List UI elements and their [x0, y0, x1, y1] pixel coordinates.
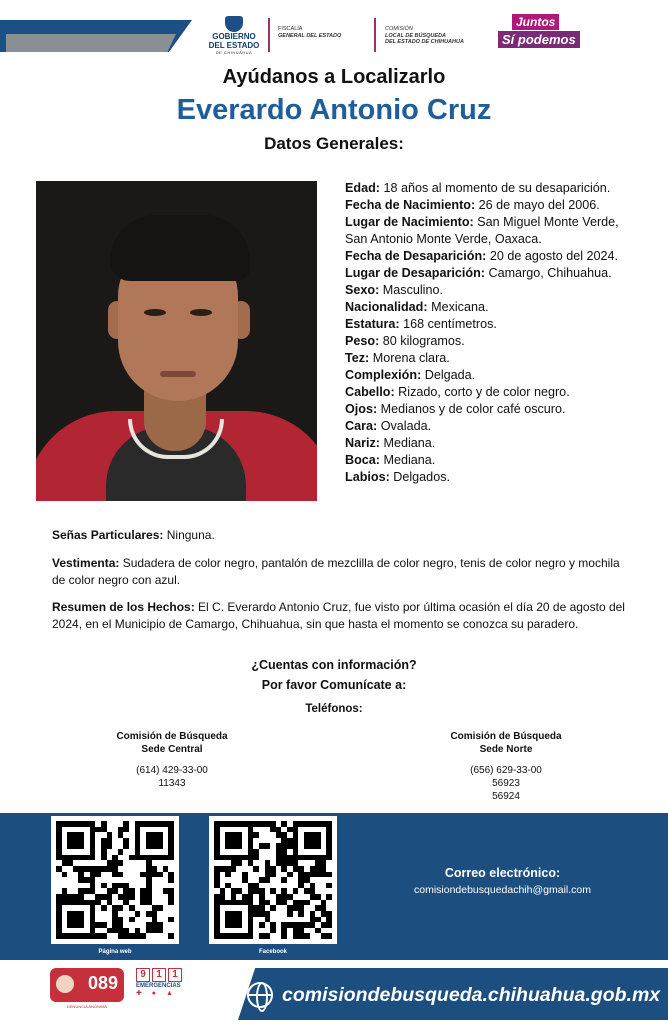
header-stripe-gray: [6, 34, 176, 52]
events-summary: Resumen de los Hechos: El C. Everardo Antonio Cruz, fue visto por última ocasión el día 20 de agosto del 2024, en el Municipio de Camargo, Chihuahua, sin que hasta el momento se conozca su paradero.: [52, 600, 625, 631]
header-divider: [374, 18, 376, 52]
qr-caption-facebook: Facebook: [258, 949, 287, 955]
data-row-fecha-desaparicion: Fecha de Desaparición: 20 de agosto del 2024.: [345, 249, 619, 263]
qr-caption-website: Página web: [98, 949, 132, 955]
general-data-list: [345, 180, 635, 486]
office-central: Comisión de Búsqueda Sede Central (614) 429-33-00 11343: [92, 730, 252, 790]
data-row-cabello: Cabello: Rizado, corto y de color negro.: [345, 385, 570, 399]
comision-logo: COMISIÓN LOCAL DE BÚSQUEDA DEL ESTADO DE CHIHUAHUA: [385, 26, 464, 45]
clothing-description: Vestimenta: Sudadera de color negro, pantalón de mezclilla de color negro, tenis de color negro y mochila de color negro con azul.: [52, 556, 620, 587]
contact-question: ¿Cuentas con información?: [251, 658, 417, 672]
office-norte: Comisión de Búsqueda Sede Norte (656) 629-33-00 56923 56924: [426, 730, 586, 803]
data-row-boca: Boca: Mediana.: [345, 453, 436, 467]
badge-911: 9 1 1 EMERGENCIAS ✚ ● ▲: [136, 968, 184, 1004]
header-divider: [268, 18, 270, 52]
badge-089-caption: DENUNCIA ANÓNIMA: [66, 1004, 108, 1009]
section-title: Datos Generales:: [264, 134, 404, 153]
phones-title: Teléfonos:: [305, 703, 363, 715]
data-row-nacionalidad: Nacionalidad: Mexicana.: [345, 300, 489, 314]
fiscalia-logo: FISCALÍA GENERAL DEL ESTADO: [278, 26, 342, 39]
particular-signs: Señas Particulares: Ninguna.: [52, 528, 215, 542]
qr-code-facebook[interactable]: [209, 816, 337, 944]
poster-title: Ayúdanos a Localizarlo: [222, 66, 446, 88]
data-row-ojos: Ojos: Medianos y de color café oscuro.: [345, 402, 566, 416]
qr-code-website[interactable]: [51, 816, 179, 944]
email-link[interactable]: comisiondebusquedachih@gmail.com: [413, 884, 591, 896]
website-link[interactable]: comisiondebusqueda.chihuahua.gob.mx: [282, 984, 661, 1006]
data-row-peso: Peso: 80 kilogramos.: [345, 334, 465, 348]
phone-extension[interactable]: 56923: [492, 778, 520, 789]
data-row-lugar-desaparicion: Lugar de Desaparición: Camargo, Chihuahua.: [345, 266, 612, 280]
globe-icon: [247, 982, 273, 1008]
shield-icon: [225, 16, 243, 32]
juntos-logo: Juntos Sí podemos: [498, 14, 586, 50]
person-photo: [36, 181, 317, 501]
hand-icon: [56, 975, 74, 993]
phone-extension[interactable]: 56924: [492, 791, 520, 802]
emergency-icons: ✚ ● ▲: [136, 990, 177, 997]
footer: [0, 960, 668, 1024]
gobierno-logo: GOBIERNO DEL ESTADO DE CHIHUAHUA: [205, 16, 263, 55]
data-row-cara: Cara: Ovalada.: [345, 419, 432, 433]
phone-extension[interactable]: 11343: [158, 778, 186, 789]
data-row-sexo: Sexo: Masculino.: [345, 283, 443, 297]
data-row-fecha-nacimiento: Fecha de Nacimiento: 26 de mayo del 2006.: [345, 198, 600, 212]
email-title: Correo electrónico:: [444, 866, 561, 880]
phone-number[interactable]: (614) 429-33-00: [136, 765, 208, 776]
data-row-tez: Tez: Morena clara.: [345, 351, 450, 365]
data-row-lugar-nacimiento: Lugar de Nacimiento: San Miguel Monte Verde, San Antonio Monte Verde, Oaxaca.: [345, 215, 619, 246]
data-row-labios: Labios: Delgados.: [345, 470, 450, 484]
person-name: Everardo Antonio Cruz: [176, 94, 492, 126]
data-row-complexion: Complexión: Delgada.: [345, 368, 476, 382]
badge-089: 089: [50, 968, 124, 1002]
phone-number[interactable]: (656) 629-33-00: [470, 765, 542, 776]
data-row-nariz: Nariz: Mediana.: [345, 436, 436, 450]
contact-cta: Por favor Comunícate a:: [261, 678, 407, 692]
data-row-edad: Edad: 18 años al momento de su desaparición.: [345, 181, 611, 195]
data-row-estatura: Estatura: 168 centímetros.: [345, 317, 497, 331]
